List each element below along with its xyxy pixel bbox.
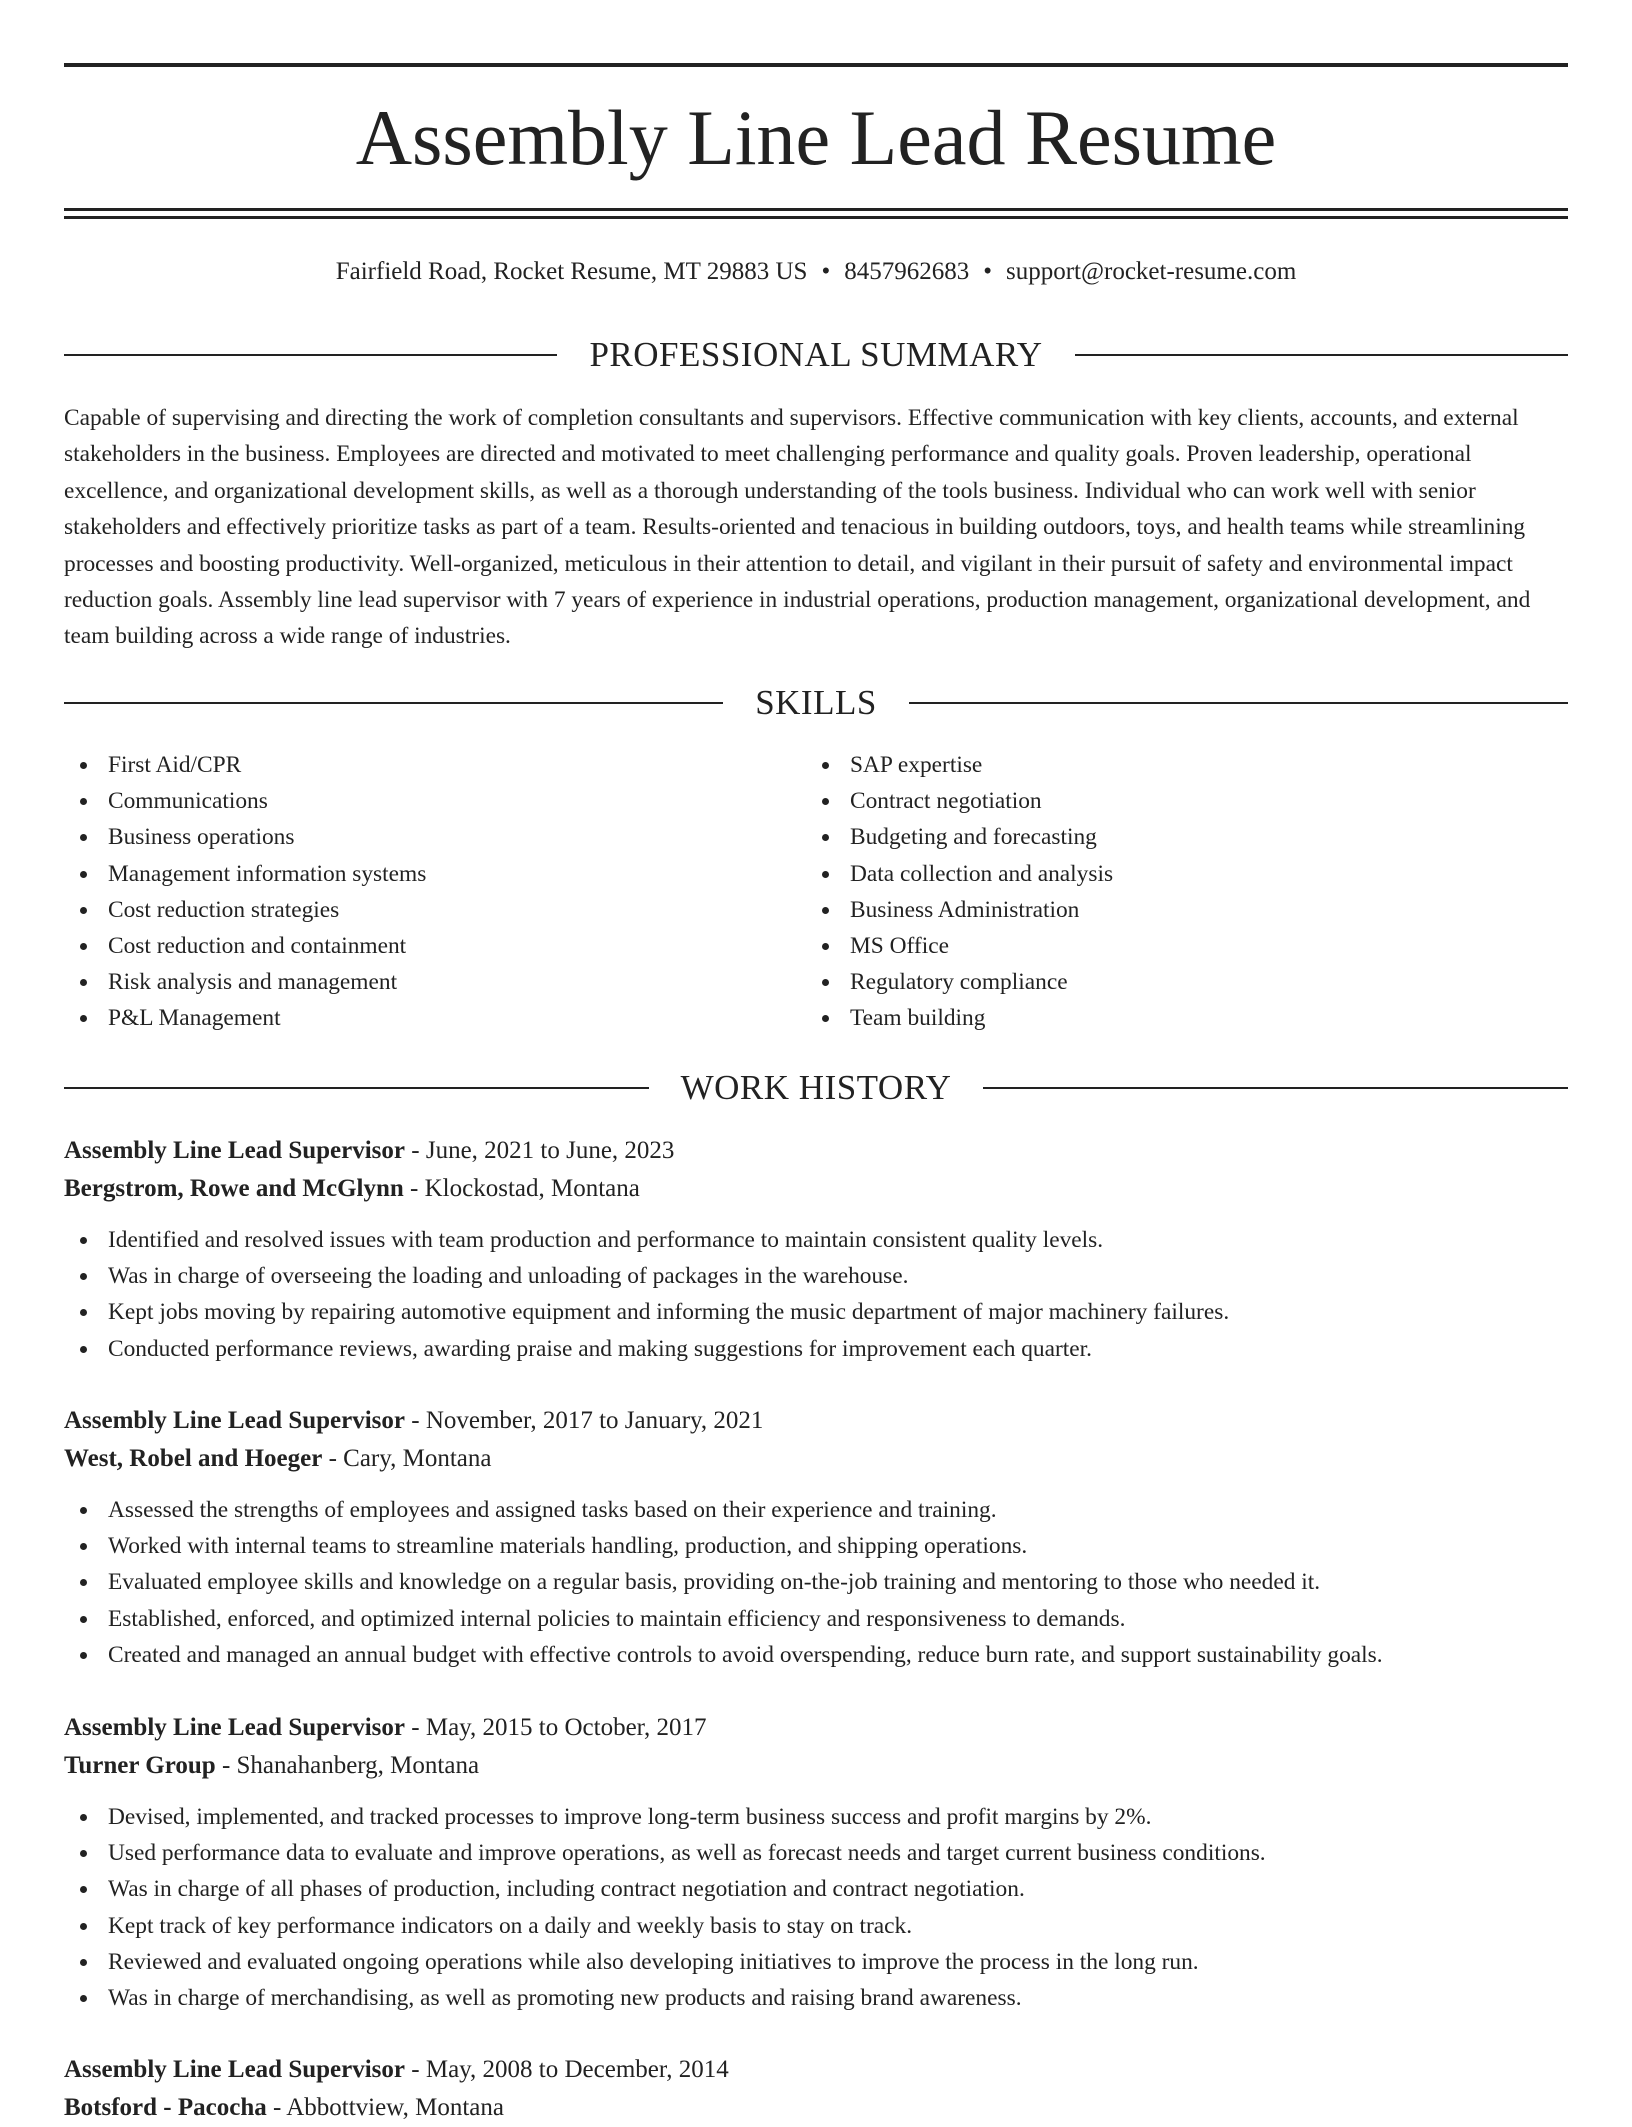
job-bullet: Devised, implemented, and tracked processes to improve long-term business success and profit margins by 2%. — [64, 1799, 1568, 1835]
job-title-line — [64, 1402, 1568, 1440]
contact-phone: 8457962683 — [844, 258, 970, 285]
skill-item: Business operations — [64, 819, 806, 855]
job-entry — [64, 1402, 1568, 1673]
job-title-line — [64, 1132, 1568, 1170]
job-location: - Cary, Montana — [322, 1445, 492, 1472]
job-bullet: Established, enforced, and optimized internal policies to maintain efficiency and responsiveness to demands. — [64, 1601, 1568, 1637]
job-company-line — [64, 1747, 1568, 1785]
job-bullet: Was in charge of overseeing the loading and unloading of packages in the warehouse. — [64, 1258, 1568, 1294]
job-company-line — [64, 1440, 1568, 1478]
contact-address: Fairfield Road, Rocket Resume, MT 29883 US — [335, 258, 808, 285]
contact-line — [64, 254, 1568, 290]
job-location: - Shanahanberg, Montana — [215, 1752, 480, 1779]
skills-list-right — [806, 747, 1548, 1037]
summary-heading — [64, 333, 1568, 377]
job-location: - Abbottview, Montana — [266, 2094, 504, 2121]
skill-item: MS Office — [806, 928, 1548, 964]
job-company: Bergstrom, Rowe and McGlynn — [64, 1175, 404, 1202]
job-company-line — [64, 1170, 1568, 1208]
skills-list-left — [64, 747, 806, 1037]
job-bullet: Kept track of key performance indicators on a daily and weekly basis to stay on track. — [64, 1908, 1568, 1944]
job-title: Assembly Line Lead Supervisor — [64, 1137, 406, 1164]
skill-item: Contract negotiation — [806, 783, 1548, 819]
job-bullet: Was in charge of merchandising, as well as promoting new products and raising brand awareness. — [64, 1980, 1568, 2016]
job-dates: - May, 2015 to October, 2017 — [405, 1714, 707, 1741]
heading-rule-left — [64, 354, 557, 356]
skill-item: Cost reduction and containment — [64, 928, 806, 964]
job-entry — [64, 1709, 1568, 2016]
skills-heading — [64, 681, 1568, 725]
contact-email: support@rocket-resume.com — [1005, 258, 1297, 285]
heading-rule-right — [1075, 354, 1568, 356]
heading-rule-right — [909, 702, 1568, 704]
contact-separator: • — [983, 258, 992, 285]
summary-text: Capable of supervising and directing the work of completion consultants and supervisors. Effective communication with key clients, accounts, and external stakeholders in the business. Employees are directed and motivated to meet challenging performance and quality goals. Proven leadership, operational excellence, and organizational development skills, as well as a thorough understanding of the tools business. Individual who can work well with senior stakeholders and effectively prioritize tasks as part of a team. Results-oriented and tenacious in building outdoors, toys, and health teams while streamlining processes and boosting productivity. Well-organized, meticulous in their attention to detail, and vigilant in their pursuit of safety and environmental impact reduction goals. Assembly line lead supervisor with 7 years of experience in industrial operations, production management, organizational development, and team building across a wide range of industries. — [64, 405, 1531, 650]
title-rule-lower — [64, 216, 1568, 219]
job-title: Assembly Line Lead Supervisor — [64, 1714, 406, 1741]
job-title-line — [64, 1709, 1568, 1747]
skills-columns — [64, 747, 1568, 1037]
job-company: Turner Group — [64, 1752, 216, 1779]
skill-item: First Aid/CPR — [64, 747, 806, 783]
job-entry — [64, 2051, 1568, 2127]
title-rule-upper — [64, 208, 1568, 211]
job-bullet: Kept jobs moving by repairing automotive equipment and informing the music department of major machinery failures. — [64, 1294, 1568, 1330]
skill-item: Data collection and analysis — [806, 856, 1548, 892]
job-company: West, Robel and Hoeger — [64, 1445, 323, 1472]
job-bullet: Evaluated employee skills and knowledge on a regular basis, providing on-the-job training and mentoring to those who needed it. — [64, 1564, 1568, 1600]
work-history-heading — [64, 1066, 1568, 1110]
job-dates: - May, 2008 to December, 2014 — [405, 2056, 729, 2083]
heading-rule-right — [983, 1087, 1568, 1089]
job-bullet: Identified and resolved issues with team production and performance to maintain consistent quality levels. — [64, 1222, 1568, 1258]
job-bullet: Reviewed and evaluated ongoing operations while also developing initiatives to improve the process in the long run. — [64, 1944, 1568, 1980]
job-bullet: Created and managed an annual budget with effective controls to avoid overspending, reduce burn rate, and support sustainability goals. — [64, 1637, 1568, 1673]
skills-heading-label: SKILLS — [755, 683, 877, 722]
skill-item: Communications — [64, 783, 806, 819]
job-entry — [64, 1132, 1568, 1367]
job-bullet: Used performance data to evaluate and improve operations, as well as forecast needs and target current business conditions. — [64, 1835, 1568, 1871]
skill-item: SAP expertise — [806, 747, 1548, 783]
job-dates: - June, 2021 to June, 2023 — [405, 1137, 675, 1164]
skill-item: Cost reduction strategies — [64, 892, 806, 928]
skill-item: Risk analysis and management — [64, 964, 806, 1000]
job-bullet: Was in charge of all phases of production, including contract negotiation and contract negotiation. — [64, 1871, 1568, 1907]
work-history-heading-label: WORK HISTORY — [680, 1068, 952, 1107]
contact-separator: • — [821, 258, 831, 285]
job-bullets — [64, 1492, 1568, 1673]
skill-item: P&L Management — [64, 1000, 806, 1036]
job-location: - Klockostad, Montana — [403, 1175, 640, 1202]
job-title: Assembly Line Lead Supervisor — [64, 1407, 406, 1434]
job-title-line — [64, 2051, 1568, 2089]
skill-item: Management information systems — [64, 856, 806, 892]
skill-item: Budgeting and forecasting — [806, 819, 1548, 855]
skill-item: Business Administration — [806, 892, 1548, 928]
job-title: Assembly Line Lead Supervisor — [64, 2056, 406, 2083]
job-bullet: Conducted performance reviews, awarding praise and making suggestions for improvement each quarter. — [64, 1331, 1568, 1367]
heading-rule-left — [64, 702, 723, 704]
job-bullets — [64, 1799, 1568, 2016]
heading-rule-left — [64, 1087, 649, 1089]
job-bullets — [64, 1222, 1568, 1367]
skill-item: Team building — [806, 1000, 1548, 1036]
page-title: Assembly Line Lead Resume — [355, 94, 1277, 181]
job-bullet: Assessed the strengths of employees and assigned tasks based on their experience and training. — [64, 1492, 1568, 1528]
summary-heading-label: PROFESSIONAL SUMMARY — [589, 335, 1043, 374]
job-company-line — [64, 2089, 1568, 2127]
job-bullet: Worked with internal teams to streamline materials handling, production, and shipping operations. — [64, 1528, 1568, 1564]
top-rule — [64, 63, 1568, 67]
skill-item: Regulatory compliance — [806, 964, 1548, 1000]
job-dates: - November, 2017 to January, 2021 — [405, 1407, 764, 1434]
job-company: Botsford - Pacocha — [64, 2094, 267, 2121]
